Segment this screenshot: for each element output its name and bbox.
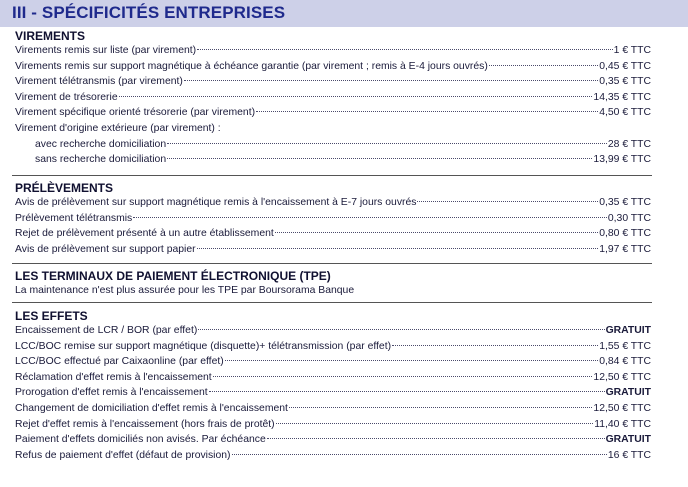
dot-leader — [489, 65, 598, 66]
tpe-title: LES TERMINAUX DE PAIEMENT ÉLECTRONIQUE (TPE) — [15, 269, 331, 283]
table-row — [15, 448, 651, 464]
tpe-text: La maintenance n'est plus assurée pour les TPE par Boursorama Banque — [15, 285, 355, 296]
dot-leader — [225, 360, 599, 361]
row-price: 28 € TTC — [607, 138, 651, 150]
row-label: Prélèvement télétransmis — [15, 212, 133, 224]
row-label: sans recherche domiciliation — [35, 154, 167, 166]
table-row — [15, 432, 651, 448]
effets-section — [15, 309, 651, 463]
table-row — [15, 211, 651, 227]
dot-leader — [267, 438, 605, 439]
row-price: 11,40 € TTC — [594, 418, 651, 430]
table-row — [15, 195, 651, 211]
dot-leader — [232, 454, 607, 455]
table-row — [15, 242, 651, 258]
row-label: Prorogation d'effet remis à l'encaissement — [15, 387, 208, 399]
table-row — [15, 121, 651, 137]
table-row — [15, 401, 651, 417]
row-price: GRATUIT — [605, 387, 651, 399]
table-row — [15, 105, 651, 121]
row-price: GRATUIT — [605, 325, 651, 336]
divider — [12, 302, 652, 303]
dot-leader — [133, 217, 607, 218]
table-row — [15, 339, 651, 355]
row-label: Virement d'origine extérieure (par virement) : — [15, 122, 221, 134]
dot-leader — [184, 80, 598, 81]
table-row — [15, 74, 651, 90]
table-row — [15, 417, 651, 433]
row-label: Virements remis sur liste (par virement) — [15, 45, 197, 56]
page-title: III - SPÉCIFICITÉS ENTREPRISES — [12, 3, 286, 22]
prelevements-title: PRÉLÈVEMENTS — [15, 181, 114, 195]
effets-title: LES EFFETS — [15, 309, 88, 323]
row-label: Réclamation d'effet remis à l'encaissement — [15, 371, 212, 383]
row-label: avec recherche domiciliation — [35, 138, 167, 150]
dot-leader — [256, 111, 598, 112]
section-header — [0, 0, 688, 27]
row-price: 16 € TTC — [607, 449, 651, 461]
row-label: Virement télétransmis (par virement) — [15, 76, 183, 88]
tpe-section — [15, 269, 651, 299]
row-price: 1 € TTC — [613, 45, 651, 56]
table-row — [15, 59, 651, 75]
row-price: 14,35 € TTC — [593, 91, 651, 103]
row-price: 13,99 € TTC — [593, 154, 651, 166]
dot-leader — [275, 232, 598, 233]
dot-leader — [392, 345, 598, 346]
row-price: 1,97 € TTC — [599, 243, 651, 255]
row-label: Rejet de prélèvement présenté à un autre établissement — [15, 228, 274, 240]
table-row — [15, 43, 651, 59]
row-price: 0,35 € TTC — [599, 197, 651, 208]
row-price: 0,45 € TTC — [599, 60, 651, 72]
divider — [12, 263, 652, 264]
dot-leader — [209, 391, 605, 392]
dot-leader — [289, 407, 593, 408]
row-label: Changement de domiciliation d'effet remis à l'encaissement — [15, 402, 288, 414]
row-label: Refus de paiement d'effet (défaut de provision) — [15, 449, 231, 461]
row-price: 0,35 € TTC — [599, 76, 651, 88]
row-price: GRATUIT — [605, 434, 651, 446]
row-price: 0,30 TTC — [607, 212, 651, 224]
dot-leader — [167, 158, 592, 159]
dot-leader — [119, 96, 593, 97]
row-price: 1,55 € TTC — [599, 340, 651, 352]
dot-leader — [197, 49, 613, 50]
row-label: Virements remis sur support magnétique à échéance garantie (par virement ; remis à E-4 jours ouvrés) — [15, 60, 488, 72]
dot-leader — [213, 376, 593, 377]
table-row — [15, 354, 651, 370]
dot-leader — [167, 143, 607, 144]
table-row — [15, 226, 651, 242]
row-label: LCC/BOC effectué par Caixaonline (par effet) — [15, 356, 224, 368]
row-label: Rejet d'effet remis à l'encaissement (hors frais de protêt) — [15, 418, 275, 430]
row-label: Virement de trésorerie — [15, 91, 118, 103]
row-price: 0,84 € TTC — [599, 356, 651, 368]
table-row — [15, 370, 651, 386]
row-label: Paiement d'effets domiciliés non avisés. Par échéance — [15, 434, 266, 446]
table-row — [15, 323, 651, 339]
dot-leader — [276, 423, 594, 424]
prelevements-section — [15, 181, 651, 257]
divider — [12, 175, 652, 176]
virements-section — [15, 29, 651, 168]
row-label: Avis de prélèvement sur support papier — [15, 243, 196, 255]
dot-leader — [417, 201, 598, 202]
row-price: 4,50 € TTC — [599, 107, 651, 119]
table-row — [15, 90, 651, 106]
row-label: Avis de prélèvement sur support magnétique remis à l'encaissement à E-7 jours ouvrés — [15, 197, 417, 208]
row-price: 0,80 € TTC — [599, 228, 651, 240]
dot-leader — [197, 248, 599, 249]
row-label: LCC/BOC remise sur support magnétique (disquette)+ télétransmission (par effet) — [15, 340, 392, 352]
table-row — [15, 137, 651, 153]
table-row — [15, 385, 651, 401]
row-price: 12,50 € TTC — [593, 371, 651, 383]
row-price: 12,50 € TTC — [593, 402, 651, 414]
tpe-text-row — [15, 283, 651, 299]
virements-title: VIREMENTS — [15, 29, 86, 43]
row-label: Encaissement de LCR / BOR (par effet) — [15, 325, 198, 336]
row-label: Virement spécifique orienté trésorerie (par virement) — [15, 107, 256, 119]
table-row — [15, 152, 651, 168]
dot-leader — [198, 329, 604, 330]
